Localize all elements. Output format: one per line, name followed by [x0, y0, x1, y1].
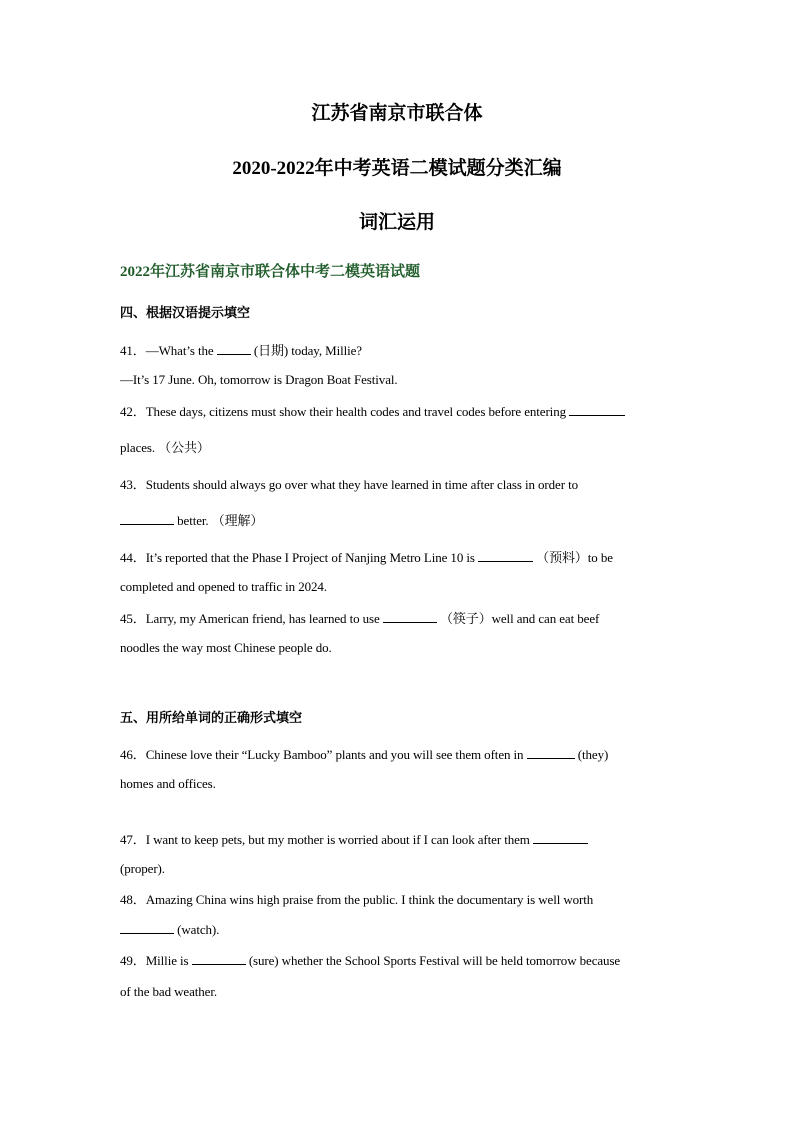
question-text: 42．These days, citizens must show their health codes and travel codes before entering [120, 404, 566, 419]
question-text: (sure) whether the School Sports Festival will be held tomorrow because [248, 953, 621, 968]
question-44 [120, 547, 613, 566]
part5-heading: 五、用所给单词的正确形式填空 [120, 710, 303, 725]
answer-blank[interactable] [533, 832, 588, 844]
question-44-cont: completed and opened to traffic in 2024. [120, 579, 327, 594]
question-text: 49．Millie is [120, 953, 189, 968]
document-title-exam: 2020-2022年中考英语二模试题分类汇编 [232, 158, 562, 179]
answer-blank[interactable] [120, 922, 174, 934]
question-46 [120, 744, 608, 763]
question-text: 46．Chinese love their “Lucky Bamboo” plants and you will see them often in [120, 747, 524, 762]
question-45 [120, 608, 599, 627]
answer-blank[interactable] [478, 550, 533, 562]
question-49-cont: of the bad weather. [120, 984, 218, 999]
question-41-reply: —It’s 17 June. Oh, tomorrow is Dragon Boat Festival. [120, 372, 398, 387]
answer-blank[interactable] [192, 953, 246, 965]
answer-blank[interactable] [120, 513, 174, 525]
answer-blank[interactable] [527, 747, 575, 759]
question-text: better. （理解） [177, 513, 264, 528]
question-text: (日期) today, Millie? [253, 343, 362, 358]
question-43: 43．Students should always go over what they have learned in time after class in order to [120, 477, 578, 492]
question-48-cont [120, 922, 219, 938]
question-47 [120, 829, 588, 848]
question-45-cont: noodles the way most Chinese people do. [120, 640, 332, 655]
document-title-topic: 词汇运用 [358, 212, 435, 233]
section-title: 2022年江苏省南京市联合体中考二模英语试题 [120, 264, 421, 280]
question-47-cont: (proper). [120, 861, 165, 876]
question-42 [120, 401, 625, 420]
question-text: 44．It’s reported that the Phase I Project of Nanjing Metro Line 10 is [120, 550, 475, 565]
question-text: （筷子）well and can eat beef [440, 611, 600, 626]
answer-blank[interactable] [569, 404, 625, 416]
question-43-cont [120, 510, 263, 529]
question-text: 45．Larry, my American friend, has learned to use [120, 611, 380, 626]
answer-blank[interactable] [383, 611, 437, 623]
question-46-cont: homes and offices. [120, 776, 216, 791]
question-41 [120, 340, 362, 359]
question-42-cont: places. （公共） [120, 440, 210, 455]
question-48: 48．Amazing China wins high praise from the public. I think the documentary is well worth [120, 892, 594, 907]
question-49 [120, 950, 620, 969]
question-text: (watch). [177, 922, 220, 937]
question-text: （预料）to be [536, 550, 613, 565]
document-title-region: 江苏省南京市联合体 [311, 103, 483, 124]
question-text: (they) [577, 747, 609, 762]
part4-heading: 四、根据汉语提示填空 [120, 305, 251, 320]
question-text: 47．I want to keep pets, but my mother is worried about if I can look after them [120, 832, 530, 847]
question-text: 41．—What’s the [120, 343, 214, 358]
answer-blank[interactable] [217, 343, 251, 355]
